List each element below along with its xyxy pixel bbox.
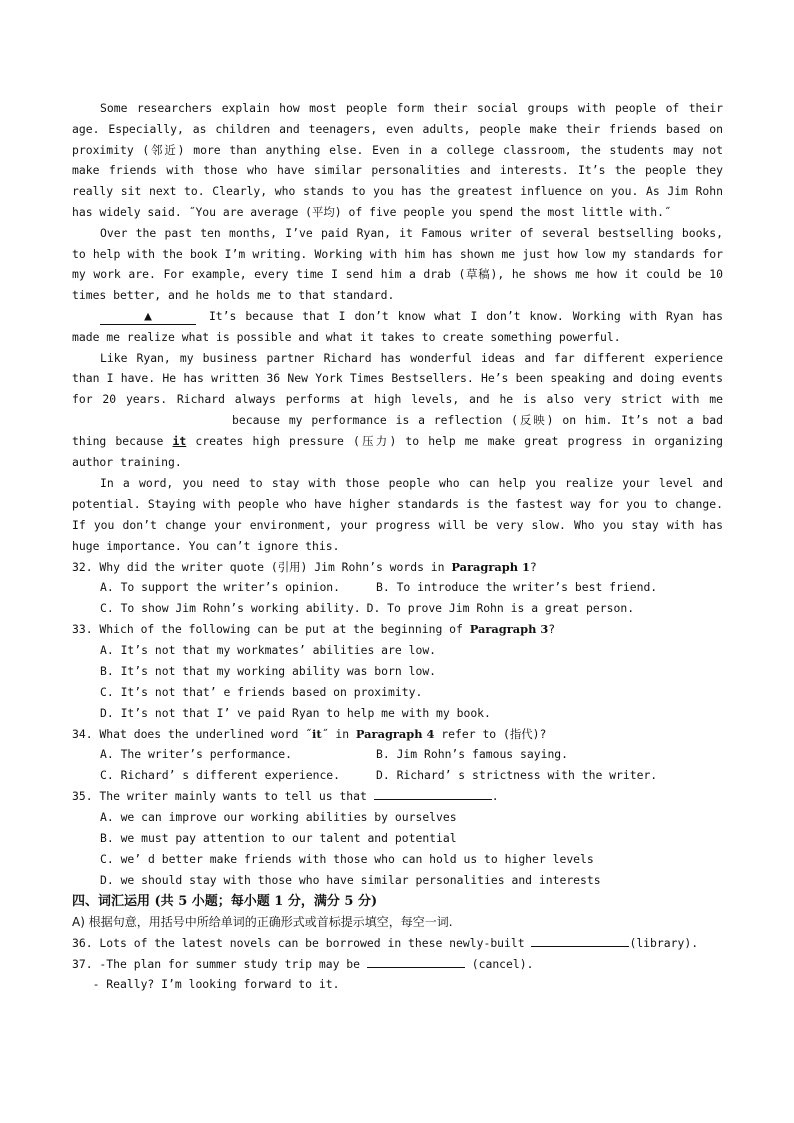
passage-paragraph-1: Some researchers explain how most people form their social groups with people of their age. Especially, as children and teenagers, even adults, people make their friends based on proximity (邻近) more than anything else. Even in a college classroom, the students may not make friends with those who have similar personalities and interests. It’s the people they really sit next to. Clearly, who stands to you has the greatest influence on you. As Jim Rohn has widely said. ˝You are average (平均) of five people you spend the most little with.˝ [72, 101, 723, 219]
q32-stem: 32. Why did the writer quote (引用) Jim Rohn’s words in [72, 559, 452, 574]
q32-option-b[interactable]: B. To introduce the writer’s best friend. [376, 580, 658, 595]
q34-options-row-1 [100, 744, 723, 765]
q37-answer-line[interactable] [367, 955, 465, 968]
q37-hint: (cancel). [464, 956, 534, 971]
q36-stem: 36. Lots of the latest novels can be borrowed in these newly-built [72, 935, 532, 950]
question-37-reply: - Really? I’m looking forward to it. [72, 977, 340, 992]
q32-option-c[interactable]: C. To show Jim Rohn’s working ability. [100, 601, 361, 616]
q33-stem-end: ? [548, 622, 556, 637]
q35-stem: 35. The writer mainly wants to tell us that [72, 789, 374, 804]
q35-option-b[interactable]: B. we must pay attention to our talent and potential [100, 830, 457, 845]
paragraph-4-text-c: creates high pressure (压力) to help me make great progress in organizing author training. [72, 433, 723, 469]
q34-option-c[interactable]: C. Richard’ s different experience. [100, 768, 341, 783]
q37-stem: 37. -The plan for summer study trip may be [72, 956, 367, 971]
question-34 [72, 724, 723, 745]
q34-stem-mid: ˝ in [321, 726, 356, 741]
section-4-instruction: A) 根据句意，用括号中所给单词的正确形式或首标提示填空，每空一词. [72, 914, 453, 929]
q33-option-d[interactable]: D. It’s not that I’ ve paid Ryan to help me with my book. [100, 705, 491, 720]
q34-paragraph-ref: Paragraph 4 [355, 726, 435, 741]
passage-paragraph-2: Over the past ten months, I’ve paid Ryan, it Famous writer of several bestselling books, to help with the book I’m writing. Working with him has shown me just how low my standards for my work are. For example, every time I send him a drab (草稿), he shows me how it could be 10 times better, and he holds me to that standard. [72, 225, 723, 303]
q34-option-a[interactable]: A. The writer’s performance. [100, 747, 293, 762]
question-32 [72, 557, 723, 578]
q33-option-c[interactable]: C. It’s not that’ e friends based on proximity. [100, 684, 423, 699]
q34-stem-end: refer to (指代)? [434, 726, 547, 741]
q34-option-d[interactable]: D. Richard’ s strictness with the writer. [376, 768, 658, 783]
passage-paragraph-4 [72, 348, 723, 473]
underlined-word-it: it [172, 433, 187, 448]
question-35 [72, 786, 723, 807]
q33-option-b[interactable]: B. It’s not that my working ability was born low. [100, 663, 437, 678]
q33-stem: 33. Which of the following can be put at the beginning of [72, 622, 470, 637]
exam-page [72, 98, 723, 995]
q33-option-a[interactable]: A. It’s not that my workmates’ abilities are low. [100, 642, 437, 657]
q32-option-d[interactable]: D. To prove Jim Rohn is a great person. [366, 601, 635, 616]
paragraph-4-text-a: Like Ryan, my business partner Richard has wonderful ideas and far different experience than I have. He has written 36 New York Times Bestsellers. He’s been speaking and doing events for 20 years. Richard always performs at high levels, and he is also very strict with me [72, 350, 723, 407]
paragraph-4-text-b: because my performance is a reflection (反映) on him. It’s not a bad thing because [72, 412, 723, 448]
q34-options-row-2 [100, 765, 723, 786]
triangle-icon: ▲ [144, 308, 152, 324]
q34-option-b[interactable]: B. Jim Rohn’s famous saying. [376, 747, 569, 762]
q34-stem: 34. What does the underlined word ˝ [72, 726, 313, 741]
question-37 [72, 954, 723, 975]
passage-paragraph-3 [72, 306, 723, 348]
q36-hint: (library). [629, 935, 699, 950]
paragraph-3-text: It’s because that I don’t know what I don’t know. Working with Ryan has made me realize what is possible and what it takes to create something powerful. [72, 308, 723, 344]
q32-paragraph-ref: Paragraph 1 [451, 559, 530, 574]
q32-options-row-2 [100, 598, 723, 619]
q33-paragraph-ref: Paragraph 3 [469, 622, 549, 637]
q36-answer-line[interactable] [531, 934, 629, 947]
q32-stem-end: ? [529, 559, 537, 574]
q35-option-c[interactable]: C. we’ d better make friends with those who can hold us to higher levels [100, 851, 594, 866]
q35-option-d[interactable]: D. we should stay with those who have similar personalities and interests [100, 872, 601, 887]
answer-blank-triangle [100, 309, 196, 325]
section-4-heading: 四、词汇运用 (共 5 小题；每小题 1 分，满分 5 分) [72, 893, 378, 909]
question-33 [72, 619, 723, 640]
q35-answer-line[interactable] [374, 787, 492, 800]
question-36 [72, 933, 723, 954]
q32-options-row-1 [100, 577, 723, 598]
passage-paragraph-5: In a word, you need to stay with those people who can help you realize your level and potential. Staying with people who have higher standards is the fastest way for you to change. If you don’t change your environment, your progress will be very slow. Who you stay with has huge importance. You can’t ignore this. [72, 476, 723, 553]
q35-stem-end: . [491, 789, 499, 804]
q32-option-a[interactable]: A. To support the writer’s opinion. [100, 580, 341, 595]
q34-word: it [312, 726, 322, 741]
q35-option-a[interactable]: A. we can improve our working abilities by ourselves [100, 809, 457, 824]
